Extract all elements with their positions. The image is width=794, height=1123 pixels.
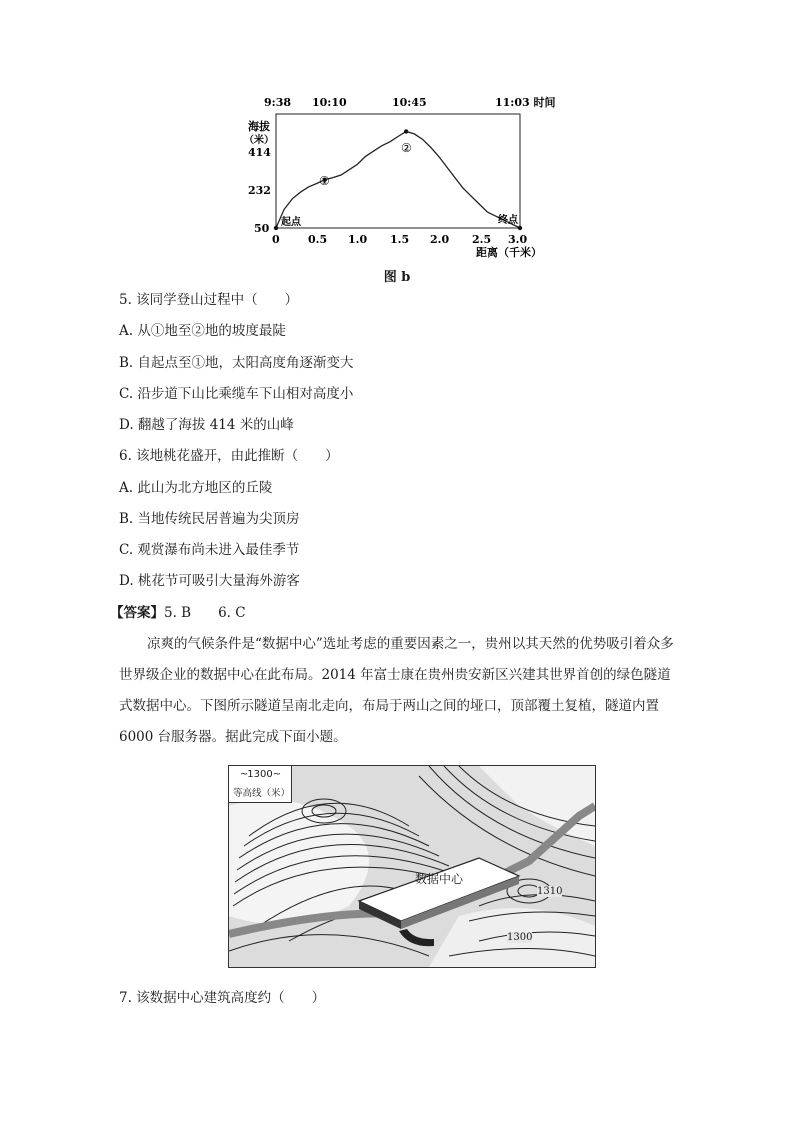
time-label-4: 11:03 时间 (495, 96, 556, 109)
question-6-option-a: A. 此山为北方地区的丘陵 (119, 480, 273, 496)
figure-b-caption: 图 b (383, 270, 411, 285)
start-point-marker (274, 226, 278, 230)
passage-paragraph: 凉爽的气候条件是“数据中心”选址考虑的重要因素之一，贵州以其天然的优势吸引着众多世界级企业的数据中心在此布局。2014 年富士康在贵州贵安新区兴建其世界首创的绿色隧道式数据中心。下图所示隧道呈南北走向，布局于两山之间的垭口，顶部覆土复植，隧道内置 6000 台服务器。据此完成下面小题。 (119, 636, 674, 745)
question-5-option-b: B. 自起点至①地，太阳高度角逐渐变大 (119, 355, 354, 371)
answer-line (110, 603, 246, 623)
y-tick-232: 232 (248, 184, 271, 197)
data-center-label: 数据中心 (415, 872, 464, 886)
point-1-label: ① (319, 174, 330, 188)
contour-map-figure (228, 765, 596, 968)
end-label: 终点 (498, 215, 518, 226)
y-axis-label-1: 海拔 (248, 120, 270, 133)
answer-text: 5. B 6. C (164, 605, 246, 621)
y-axis-label-2: （米） (244, 135, 274, 146)
question-6-stem: 6. 该地桃花盛开，由此推断（ ） (119, 448, 339, 464)
time-label-3: 10:45 (392, 96, 427, 109)
elevation-series-line (276, 132, 520, 229)
time-label-1: 9:38 (264, 96, 292, 109)
end-point-marker (518, 226, 522, 230)
question-6-option-b: B. 当地传统民居普遍为尖顶房 (119, 511, 300, 527)
x-tick-2.0: 2.0 (430, 233, 450, 246)
point-2-label: ② (401, 141, 412, 155)
plot-frame (276, 114, 520, 228)
question-5-stem: 5. 该同学登山过程中（ ） (119, 292, 299, 308)
x-axis-label: 距离（千米） (476, 246, 542, 259)
answer-label: 【答案】 (110, 605, 164, 621)
question-6-option-d: D. 桃花节可吸引大量海外游客 (119, 573, 300, 589)
x-tick-1.0: 1.0 (348, 233, 368, 246)
map-legend (229, 766, 292, 803)
x-tick-0: 0 (272, 233, 280, 246)
y-tick-50: 50 (254, 222, 270, 235)
question-5-option-c: C. 沿步道下山比乘缆车下山相对高度小 (119, 386, 354, 402)
legend-value: 1300 (247, 769, 273, 780)
legend-contour-sample: ~1300~ (239, 769, 281, 780)
elevation-profile-chart (240, 92, 560, 262)
start-label: 起点 (281, 217, 301, 228)
legend-label: 等高线（米） (233, 788, 291, 799)
x-tick-3.0: 3.0 (508, 233, 528, 246)
x-tick-1.5: 1.5 (390, 233, 410, 246)
question-6-option-c: C. 观赏瀑布尚未进入最佳季节 (119, 542, 300, 558)
question-5-option-d: D. 翻越了海拔 414 米的山峰 (119, 417, 294, 433)
point-2-marker (404, 129, 408, 133)
contour-label-1300: 1300 (507, 932, 533, 943)
question-5-option-a: A. 从①地至②地的坡度最陡 (119, 323, 286, 339)
time-label-2: 10:10 (312, 96, 347, 109)
contour-label-1310: 1310 (537, 886, 563, 897)
y-tick-414: 414 (248, 146, 271, 159)
x-tick-0.5: 0.5 (308, 233, 328, 246)
question-7-stem: 7. 该数据中心建筑高度约（ ） (119, 990, 326, 1006)
x-tick-2.5: 2.5 (472, 233, 492, 246)
